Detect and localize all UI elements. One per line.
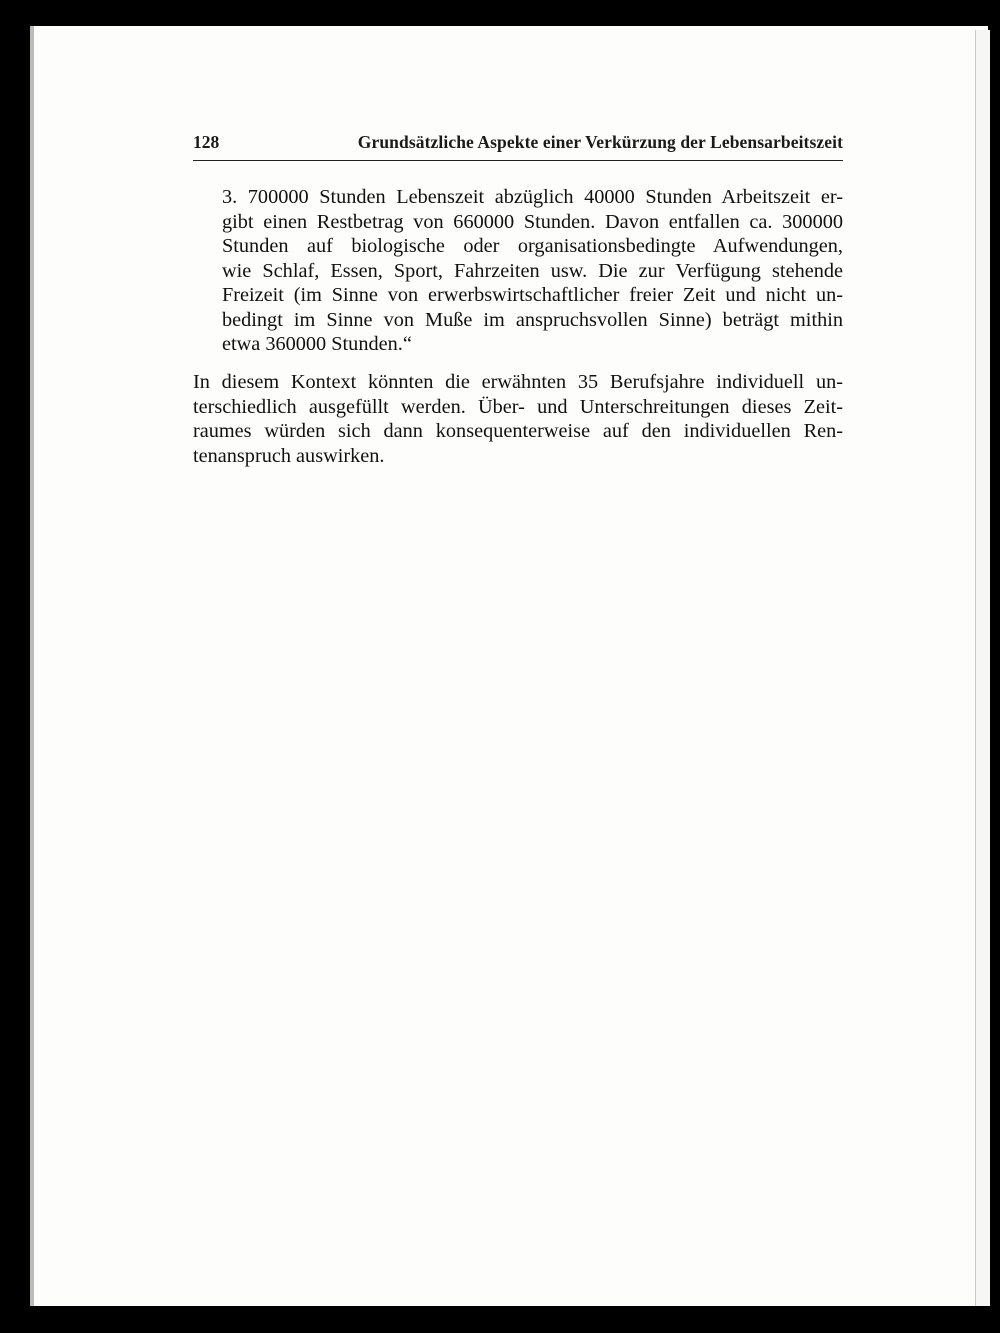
text-line: tenanspruch auswirken.: [193, 444, 385, 467]
chapter-title: Grundsätzliche Aspekte einer Verkürzung der Lebensarbeitszeit: [357, 132, 843, 152]
text-line: 3. 700000 Stunden Lebenszeit abzüglich 40000 Stunden Arbeitszeit er-: [222, 186, 843, 208]
text-line: raumes würden sich dann konsequenterweise auf den individuellen Ren-: [193, 420, 843, 442]
page-number: 128: [193, 132, 220, 152]
running-header: [193, 128, 843, 161]
text-line: Freizeit (im Sinne von erwerbswirtschaftlicher freier Zeit und nicht un-: [222, 284, 843, 306]
text-line: terschiedlich ausgefüllt werden. Über- und Unterschreitungen dieses Zeit-: [193, 395, 843, 418]
text-line: In diesem Kontext könnten die erwähnten 35 Berufsjahre individuell un-: [193, 371, 843, 393]
text-line: bedingt im Sinne von Muße im anspruchsvollen Sinne) beträgt mithin: [222, 308, 843, 331]
text-line: etwa 360000 Stunden.“: [222, 333, 412, 355]
text-line: wie Schlaf, Essen, Sport, Fahrzeiten usw. Die zur Verfügung stehende: [222, 259, 843, 282]
body-paragraph: [193, 370, 843, 468]
quote-paragraph: [222, 185, 843, 357]
page-right-edge: [975, 30, 990, 1306]
page-left-edge: [30, 26, 34, 1306]
text-line: Stunden auf biologische oder organisationsbedingte Aufwendungen,: [222, 235, 843, 257]
text-line: gibt einen Restbetrag von 660000 Stunden. Davon entfallen ca. 300000: [222, 210, 843, 233]
